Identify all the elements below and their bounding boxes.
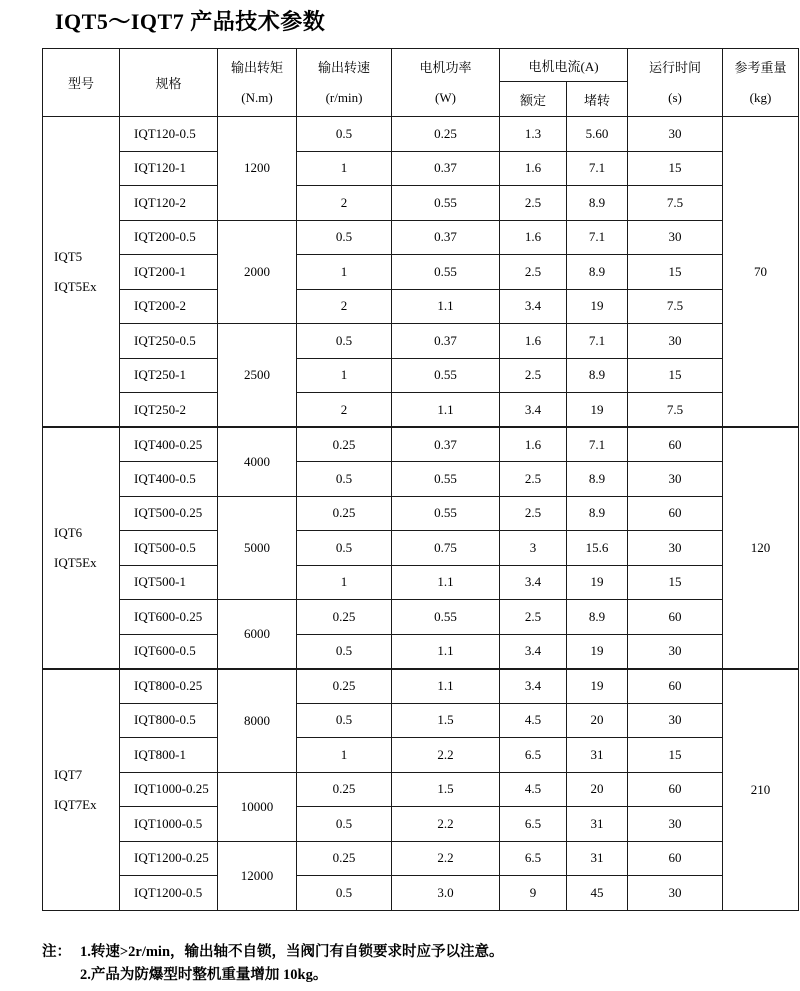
stall-current-cell: 19 <box>567 634 628 669</box>
model-cell <box>43 669 120 911</box>
table-row <box>43 289 799 324</box>
col-header-time-name: 运行时间 <box>649 59 702 75</box>
speed-cell: 0.25 <box>297 496 392 531</box>
power-cell: 2.2 <box>392 841 500 876</box>
time-cell: 7.5 <box>628 186 723 221</box>
power-cell: 0.37 <box>392 151 500 186</box>
rated-current-cell: 3.4 <box>500 393 567 428</box>
spec-cell: IQT800-0.5 <box>120 703 218 738</box>
torque-cell: 4000 <box>218 427 297 496</box>
stall-current-cell: 8.9 <box>567 358 628 393</box>
time-cell: 7.5 <box>628 289 723 324</box>
speed-cell: 0.5 <box>297 531 392 566</box>
speed-cell: 0.5 <box>297 703 392 738</box>
table-row <box>43 496 799 531</box>
rated-current-cell: 2.5 <box>500 186 567 221</box>
spec-cell: IQT1200-0.5 <box>120 876 218 911</box>
table-row <box>43 151 799 186</box>
speed-cell: 0.5 <box>297 462 392 497</box>
spec-cell: IQT250-2 <box>120 393 218 428</box>
time-cell: 30 <box>628 703 723 738</box>
table-row <box>43 669 799 704</box>
power-cell: 2.2 <box>392 807 500 842</box>
power-cell: 1.1 <box>392 289 500 324</box>
time-cell: 15 <box>628 358 723 393</box>
table-header <box>43 49 799 117</box>
stall-current-cell: 19 <box>567 565 628 600</box>
rated-current-cell: 2.5 <box>500 358 567 393</box>
torque-cell: 5000 <box>218 496 297 600</box>
time-cell: 15 <box>628 151 723 186</box>
torque-cell: 8000 <box>218 669 297 773</box>
col-header-power-name: 电机功率 <box>419 59 472 75</box>
spec-cell: IQT200-2 <box>120 289 218 324</box>
torque-cell: 6000 <box>218 600 297 669</box>
table-row <box>43 876 799 911</box>
rated-current-cell: 1.6 <box>500 220 567 255</box>
footnote-2-text: 2.产品为防爆型时整机重量增加 10kg。 <box>80 967 328 983</box>
speed-cell: 0.25 <box>297 600 392 635</box>
stall-current-cell: 7.1 <box>567 324 628 359</box>
spec-cell: IQT250-0.5 <box>120 324 218 359</box>
stall-current-cell: 31 <box>567 738 628 773</box>
model-name: IQT6 <box>54 524 83 540</box>
power-cell: 0.55 <box>392 358 500 393</box>
footnotes <box>42 941 504 987</box>
stall-current-cell: 7.1 <box>567 427 628 462</box>
rated-current-cell: 3.4 <box>500 565 567 600</box>
col-header-speed-unit: (r/min) <box>325 89 363 105</box>
col-header-current-stall: 堵转 <box>567 82 628 117</box>
col-header-torque <box>218 49 297 117</box>
stall-current-cell: 8.9 <box>567 186 628 221</box>
table-row <box>43 565 799 600</box>
spec-cell: IQT250-1 <box>120 358 218 393</box>
stall-current-cell: 19 <box>567 669 628 704</box>
time-cell: 30 <box>628 807 723 842</box>
power-cell: 1.5 <box>392 772 500 807</box>
table-row <box>43 358 799 393</box>
power-cell: 1.1 <box>392 393 500 428</box>
speed-cell: 1 <box>297 358 392 393</box>
spec-cell: IQT1000-0.5 <box>120 807 218 842</box>
stall-current-cell: 8.9 <box>567 496 628 531</box>
speed-cell: 0.25 <box>297 669 392 704</box>
power-cell: 0.37 <box>392 220 500 255</box>
time-cell: 60 <box>628 669 723 704</box>
power-cell: 0.37 <box>392 427 500 462</box>
col-header-weight <box>723 49 799 117</box>
weight-cell: 210 <box>723 669 799 911</box>
time-cell: 7.5 <box>628 393 723 428</box>
time-cell: 30 <box>628 876 723 911</box>
col-header-weight-name: 参考重量 <box>734 59 787 75</box>
footnote-1 <box>42 941 504 964</box>
spec-cell: IQT120-2 <box>120 186 218 221</box>
stall-current-cell: 19 <box>567 393 628 428</box>
spec-cell: IQT120-1 <box>120 151 218 186</box>
rated-current-cell: 6.5 <box>500 807 567 842</box>
col-header-time <box>628 49 723 117</box>
spec-cell: IQT800-1 <box>120 738 218 773</box>
speed-cell: 1 <box>297 151 392 186</box>
power-cell: 0.55 <box>392 496 500 531</box>
rated-current-cell: 1.6 <box>500 151 567 186</box>
col-header-model: 型号 <box>43 49 120 117</box>
col-header-spec: 规格 <box>120 49 218 117</box>
speed-cell: 2 <box>297 393 392 428</box>
table-row <box>43 117 799 152</box>
stall-current-cell: 31 <box>567 841 628 876</box>
stall-current-cell: 7.1 <box>567 220 628 255</box>
spec-table <box>42 48 799 911</box>
speed-cell: 1 <box>297 255 392 290</box>
stall-current-cell: 8.9 <box>567 462 628 497</box>
spec-cell: IQT400-0.5 <box>120 462 218 497</box>
speed-cell: 0.25 <box>297 427 392 462</box>
rated-current-cell: 3.4 <box>500 669 567 704</box>
stall-current-cell: 8.9 <box>567 255 628 290</box>
power-cell: 2.2 <box>392 738 500 773</box>
speed-cell: 0.5 <box>297 634 392 669</box>
stall-current-cell: 15.6 <box>567 531 628 566</box>
power-cell: 0.55 <box>392 462 500 497</box>
col-header-speed-name: 输出转速 <box>317 59 370 75</box>
torque-cell: 2000 <box>218 220 297 324</box>
spec-cell: IQT500-0.25 <box>120 496 218 531</box>
spec-cell: IQT600-0.25 <box>120 600 218 635</box>
time-cell: 60 <box>628 841 723 876</box>
stall-current-cell: 19 <box>567 289 628 324</box>
rated-current-cell: 6.5 <box>500 841 567 876</box>
table-row <box>43 531 799 566</box>
speed-cell: 2 <box>297 186 392 221</box>
time-cell: 30 <box>628 634 723 669</box>
rated-current-cell: 3.4 <box>500 634 567 669</box>
table-row <box>43 772 799 807</box>
spec-cell: IQT500-1 <box>120 565 218 600</box>
model-cell <box>43 117 120 428</box>
rated-current-cell: 1.6 <box>500 427 567 462</box>
rated-current-cell: 6.5 <box>500 738 567 773</box>
torque-cell: 12000 <box>218 841 297 910</box>
power-cell: 1.1 <box>392 565 500 600</box>
speed-cell: 0.5 <box>297 807 392 842</box>
col-header-current-rated: 额定 <box>500 82 567 117</box>
table-row <box>43 220 799 255</box>
rated-current-cell: 1.3 <box>500 117 567 152</box>
speed-cell: 0.5 <box>297 324 392 359</box>
table-row <box>43 634 799 669</box>
model-cell <box>43 427 120 669</box>
time-cell: 15 <box>628 565 723 600</box>
table-row <box>43 462 799 497</box>
spec-cell: IQT120-0.5 <box>120 117 218 152</box>
spec-cell: IQT1200-0.25 <box>120 841 218 876</box>
power-cell: 0.75 <box>392 531 500 566</box>
rated-current-cell: 2.5 <box>500 600 567 635</box>
time-cell: 30 <box>628 220 723 255</box>
rated-current-cell: 2.5 <box>500 255 567 290</box>
table-row <box>43 393 799 428</box>
time-cell: 15 <box>628 255 723 290</box>
header-row <box>43 49 799 82</box>
time-cell: 15 <box>628 738 723 773</box>
col-header-power <box>392 49 500 117</box>
spec-cell: IQT800-0.25 <box>120 669 218 704</box>
col-header-torque-unit: (N.m) <box>241 89 273 105</box>
power-cell: 1.1 <box>392 669 500 704</box>
weight-cell: 70 <box>723 117 799 428</box>
page-title: IQT5～IQT7 产品技术参数 <box>55 9 326 34</box>
rated-current-cell: 4.5 <box>500 703 567 738</box>
col-header-torque-name: 输出转矩 <box>230 59 283 75</box>
power-cell: 3.0 <box>392 876 500 911</box>
torque-cell: 1200 <box>218 117 297 221</box>
speed-cell: 0.5 <box>297 876 392 911</box>
stall-current-cell: 45 <box>567 876 628 911</box>
table-row <box>43 186 799 221</box>
rated-current-cell: 3.4 <box>500 289 567 324</box>
speed-cell: 0.25 <box>297 841 392 876</box>
rated-current-cell: 4.5 <box>500 772 567 807</box>
model-name-ex: IQT5Ex <box>54 554 97 570</box>
col-header-current: 电机电流(A) <box>500 49 628 82</box>
speed-cell: 1 <box>297 738 392 773</box>
spec-cell: IQT400-0.25 <box>120 427 218 462</box>
torque-cell: 10000 <box>218 772 297 841</box>
power-cell: 1.1 <box>392 634 500 669</box>
rated-current-cell: 9 <box>500 876 567 911</box>
spec-cell: IQT1000-0.25 <box>120 772 218 807</box>
model-name-ex: IQT5Ex <box>54 278 97 294</box>
weight-cell: 120 <box>723 427 799 669</box>
speed-cell: 0.5 <box>297 220 392 255</box>
table-row <box>43 841 799 876</box>
model-name-ex: IQT7Ex <box>54 796 97 812</box>
table-row <box>43 427 799 462</box>
footnote-1-text: 1.转速>2r/min，输出轴不自锁，当阀门有自锁要求时应予以注意。 <box>80 944 504 960</box>
time-cell: 30 <box>628 324 723 359</box>
footnote-label: 注： <box>42 944 71 960</box>
col-header-power-unit: (W) <box>435 89 456 105</box>
table-body <box>43 117 799 911</box>
rated-current-cell: 3 <box>500 531 567 566</box>
rated-current-cell: 2.5 <box>500 496 567 531</box>
time-cell: 30 <box>628 462 723 497</box>
col-header-weight-unit: (kg) <box>749 89 772 105</box>
rated-current-cell: 2.5 <box>500 462 567 497</box>
power-cell: 0.25 <box>392 117 500 152</box>
spec-cell: IQT200-1 <box>120 255 218 290</box>
spec-cell: IQT500-0.5 <box>120 531 218 566</box>
stall-current-cell: 31 <box>567 807 628 842</box>
power-cell: 1.5 <box>392 703 500 738</box>
footnote-2 <box>42 964 504 987</box>
power-cell: 0.55 <box>392 186 500 221</box>
stall-current-cell: 20 <box>567 703 628 738</box>
time-cell: 60 <box>628 496 723 531</box>
model-name: IQT7 <box>54 766 83 782</box>
time-cell: 60 <box>628 772 723 807</box>
table-row <box>43 738 799 773</box>
stall-current-cell: 8.9 <box>567 600 628 635</box>
rated-current-cell: 1.6 <box>500 324 567 359</box>
time-cell: 60 <box>628 427 723 462</box>
power-cell: 0.55 <box>392 255 500 290</box>
table-row <box>43 324 799 359</box>
table-row <box>43 703 799 738</box>
spec-cell: IQT200-0.5 <box>120 220 218 255</box>
table-row <box>43 807 799 842</box>
torque-cell: 2500 <box>218 324 297 428</box>
speed-cell: 0.5 <box>297 117 392 152</box>
col-header-time-unit: (s) <box>668 89 682 105</box>
power-cell: 0.55 <box>392 600 500 635</box>
time-cell: 30 <box>628 117 723 152</box>
stall-current-cell: 7.1 <box>567 151 628 186</box>
col-header-speed <box>297 49 392 117</box>
stall-current-cell: 20 <box>567 772 628 807</box>
time-cell: 30 <box>628 531 723 566</box>
power-cell: 0.37 <box>392 324 500 359</box>
speed-cell: 0.25 <box>297 772 392 807</box>
table-row <box>43 255 799 290</box>
speed-cell: 2 <box>297 289 392 324</box>
table-row <box>43 600 799 635</box>
stall-current-cell: 5.60 <box>567 117 628 152</box>
model-name: IQT5 <box>54 248 83 264</box>
spec-cell: IQT600-0.5 <box>120 634 218 669</box>
time-cell: 60 <box>628 600 723 635</box>
speed-cell: 1 <box>297 565 392 600</box>
